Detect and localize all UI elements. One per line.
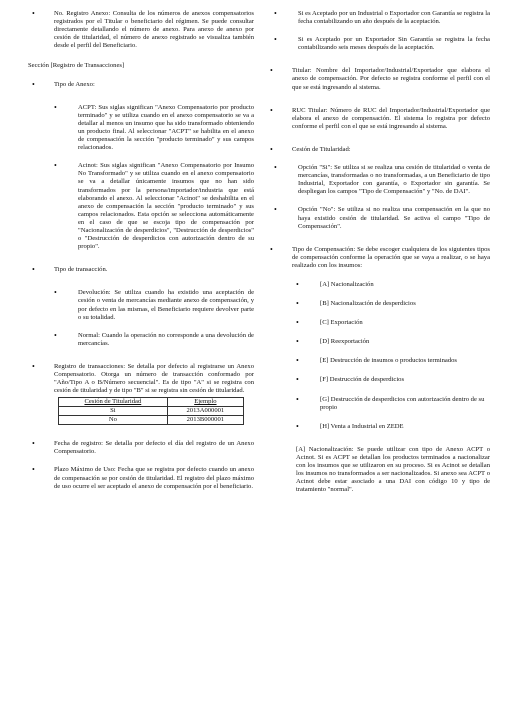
ruc-titular-bullet: • RUC Titular: Número de RUC del Importador/Industrial/Exportador que elabora el anexo de compensación. El sistema lo registra por defecto conforme el perfil con el que se está ingresando al sistema.	[266, 107, 490, 131]
list-item: • [E] Destrucción de insumos o productos terminados	[266, 357, 490, 365]
cesion-table	[58, 397, 244, 425]
list-item: • [A] Nacionalización	[266, 281, 490, 289]
list-item: • [D] Reexportación	[266, 338, 490, 346]
table-cell: Si	[59, 407, 168, 416]
left-column	[28, 10, 254, 491]
table-cell: 2013A000001	[167, 407, 243, 416]
list-item: • [H] Venta a Industrial en ZEDE	[266, 423, 490, 431]
registro-transacciones-bullet: • Registro de transacciones: Se detalla por defecto al registrarse un Anexo Compensatorio. Otorga un número de transacción conformado por "Año/Tipo A o B/Número secuencial". Es de tipo "A" si se registra con cesión de titularidad y de tipo "B" si se registra sin cesión de titularidad.	[28, 363, 254, 395]
list-item: • [F] Destrucción de desperdicios	[266, 376, 490, 384]
aceptado-sin-garantia-bullet: • Si es Aceptado por un Exportador Sin Garantía se registra la fecha contabilizando seis meses después de la aceptación.	[270, 36, 490, 52]
table-cell: 2013B000001	[167, 416, 243, 425]
devolucion-bullet: • Devolución: Se utiliza cuando ha existido una aceptación de cesión o venta de mercancías mediante anexo de compensación, y por defecto en las mismas, el Beneficiario requiere devolver parte o su totalidad.	[50, 289, 254, 321]
nacionalizacion-paragraph: [A] Nacionalización: Se puede utilizar con tipo de Anexo ACPT o Acinot. Si es ACPT se detallan los productos terminados a nacionalizar con los insumos que se utilizaron en su proceso. Si es Acinot se detallan los insumos no transformados a ser nacionalizados. Si anexo sea ACPT o Acinot debe estar asociado a una DAI con código 10 y tipo de tratamiento "normal".	[296, 445, 490, 494]
titular-bullet: • Titular: Nombre del Importador/Industrial/Exportador que elabora el anexo de compensación. Por defecto se registra conforme el perfil con el que se está ingresando al sistema.	[266, 67, 490, 91]
tipo-compensacion-bullet: • Tipo de Compensación: Se debe escoger cualquiera de los siguientes tipos de compensación conforme la operación que se vaya a realizar, o se haya realizado con los insumos:	[266, 246, 490, 270]
table-cell: No	[59, 416, 168, 425]
tipo-transaccion-title: • Tipo de transacción.	[28, 266, 254, 274]
section-title: Sección [Registro de Transacciones]	[28, 62, 125, 70]
table-row	[59, 407, 244, 416]
list-item: • [C] Exportación	[266, 319, 490, 327]
right-column	[266, 10, 490, 494]
acpt-bullet: • ACPT: Sus siglas significan "Anexo Compensatorio por producto terminado" y se utiliza cuando en el anexo compensatorio se va a detallar al menos un insumo que ha sido transformado obteniendo un producto final. Al seleccionar "ACPT" se habilita en el anexo de compensación la sección "producto terminado" y sus campos relacionados.	[50, 104, 254, 153]
opcion-si-bullet: • Opción "Si": Se utiliza si se realiza una cesión de titularidad o venta de mercancías, transformadas o no transformadas, a un Beneficiario de tipo Industrial, Exportador con garantía, o Exportador sin garantía. Se despliegan los campos "Tipo de Compensación" y "No. de DAI".	[270, 164, 490, 196]
table-header: Cesión de Titularidad	[59, 398, 168, 407]
aceptado-industrial-bullet: • Si es Aceptado por un Industrial o Exportador con Garantía se registra la fecha contabilizando un año después de la aceptación.	[270, 10, 490, 26]
list-item: • [B] Nacionalización de desperdicios	[266, 300, 490, 308]
tipo-anexo-title: • Tipo de Anexo:	[28, 81, 254, 89]
opcion-no-bullet: • Opción "No": Se utiliza si no realiza una compensación en la que no haya existido cesión de titularidad. Se activa el campo "Tipo de Compensación".	[270, 206, 490, 230]
acinot-bullet: • Acinot: Sus siglas significan "Anexo Compensatorio por Insumo No Transformado" y se utiliza cuando en el anexo compensatorio se va a detallar únicamente insumos que no han sido transformados por la persona/importador/industria que está elaborando el anexo. Al seleccionar "Acinot" se deshabilita en el anexo de compensación la sección "producto terminado" y sus campos relacionados. Esta opción se selecciona automáticamente en el caso de que se escoja tipo de compensación por "Nacionalización de desperdicios", "Destrucción de desperdicios" o "Destrucción de desperdicios con autorización dentro de su propio".	[50, 162, 254, 251]
registro-anexo-bullet: • No. Registro Anexo: Consulta de los números de anexos compensatorios registrados por el Titular o beneficiario del régimen. Se puede consultar directamente detallando el número de anexo. Para anexo de anexo por cesión de titularidad, el número de anexo registrado se visualiza también desde el perfil del Beneficiario.	[28, 10, 254, 50]
normal-bullet: • Normal: Cuando la operación no corresponde a una devolución de mercancías.	[50, 332, 254, 348]
table-row	[59, 416, 244, 425]
plazo-maximo-bullet: • Plazo Máximo de Uso: Fecha que se registra por defecto cuando un anexo de compensación se por cesión de titularidad. El registro del plazo máximo de uso ocurre el ser aceptado el anexo de compensación por el beneficiario.	[28, 466, 254, 490]
cesion-title: • Cesión de Titularidad:	[266, 146, 490, 154]
table-header: Ejemplo	[167, 398, 243, 407]
list-item: • [G] Destrucción de desperdicios con autorización dentro de su propio	[266, 396, 490, 412]
fecha-registro-bullet: • Fecha de registro: Se detalla por defecto el día del registro de un Anexo Compensatorio.	[28, 440, 254, 456]
